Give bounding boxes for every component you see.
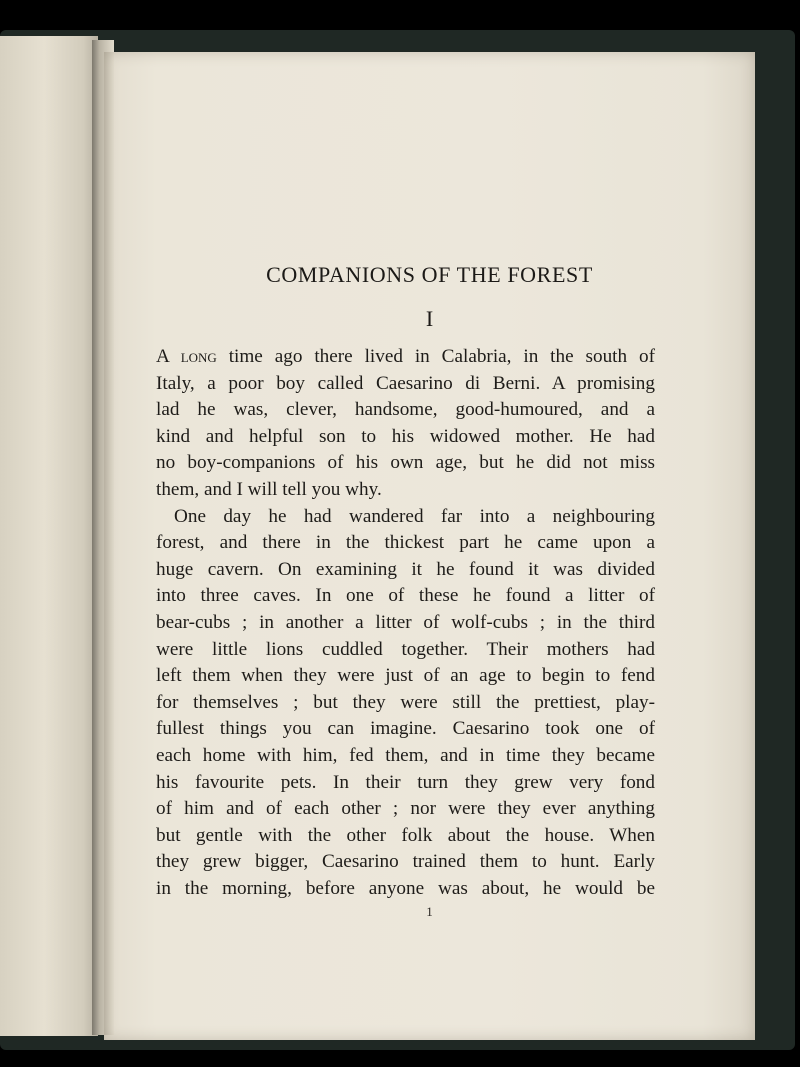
text-line: no boy-companions of his own age, but he did not miss	[156, 452, 655, 474]
text-line: for themselves ; but they were still the prettiest, play-	[156, 691, 655, 713]
book-gutter	[92, 40, 114, 1035]
text-line: bear-cubs ; in another a litter of wolf-cubs ; in the third	[156, 611, 655, 633]
text-line: fullest things you can imagine. Caesarino took one of	[156, 718, 655, 740]
text-line: into three caves. In one of these he found a litter of	[156, 585, 655, 607]
text-line: huge cavern. On examining it he found it was divided	[156, 558, 655, 580]
text-line: were little lions cuddled together. Their mothers had	[156, 638, 655, 660]
line-text: time ago there lived in Calabria, in the south of	[216, 346, 655, 367]
text-line: left them when they were just of an age to begin to fend	[156, 665, 655, 687]
text-line: lad he was, clever, handsome, good-humoured, and a	[156, 399, 655, 421]
body-text	[156, 344, 655, 902]
text-line: each home with him, fed them, and in time they became	[156, 744, 655, 766]
text-line: kind and helpful son to his widowed mother. He had	[156, 425, 655, 447]
text-line: of him and of each other ; nor were they ever anything	[156, 798, 655, 820]
page-number: 1	[426, 904, 433, 919]
text-line	[156, 344, 655, 371]
text-line: in the morning, before anyone was about, he would be	[156, 877, 655, 899]
left-page-edge	[0, 36, 98, 1036]
chapter-title: COMPANIONS OF THE FOREST	[266, 262, 593, 287]
text-line: they grew bigger, Caesarino trained them to hunt. Early	[156, 851, 655, 873]
text-line: One day he had wandered far into a neighbouring	[174, 505, 655, 527]
chapter-number: I	[425, 306, 434, 331]
text-line: forest, and there in the thickest part he came upon a	[156, 532, 655, 554]
text-line: them, and I will tell you why.	[156, 478, 382, 500]
text-line: his favourite pets. In their turn they grew very fond	[156, 771, 655, 793]
text-line: Italy, a poor boy called Caesarino di Berni. A promising	[156, 372, 655, 394]
text-line: but gentle with the other folk about the house. When	[156, 824, 655, 846]
opening-small-caps: A long	[156, 346, 217, 367]
